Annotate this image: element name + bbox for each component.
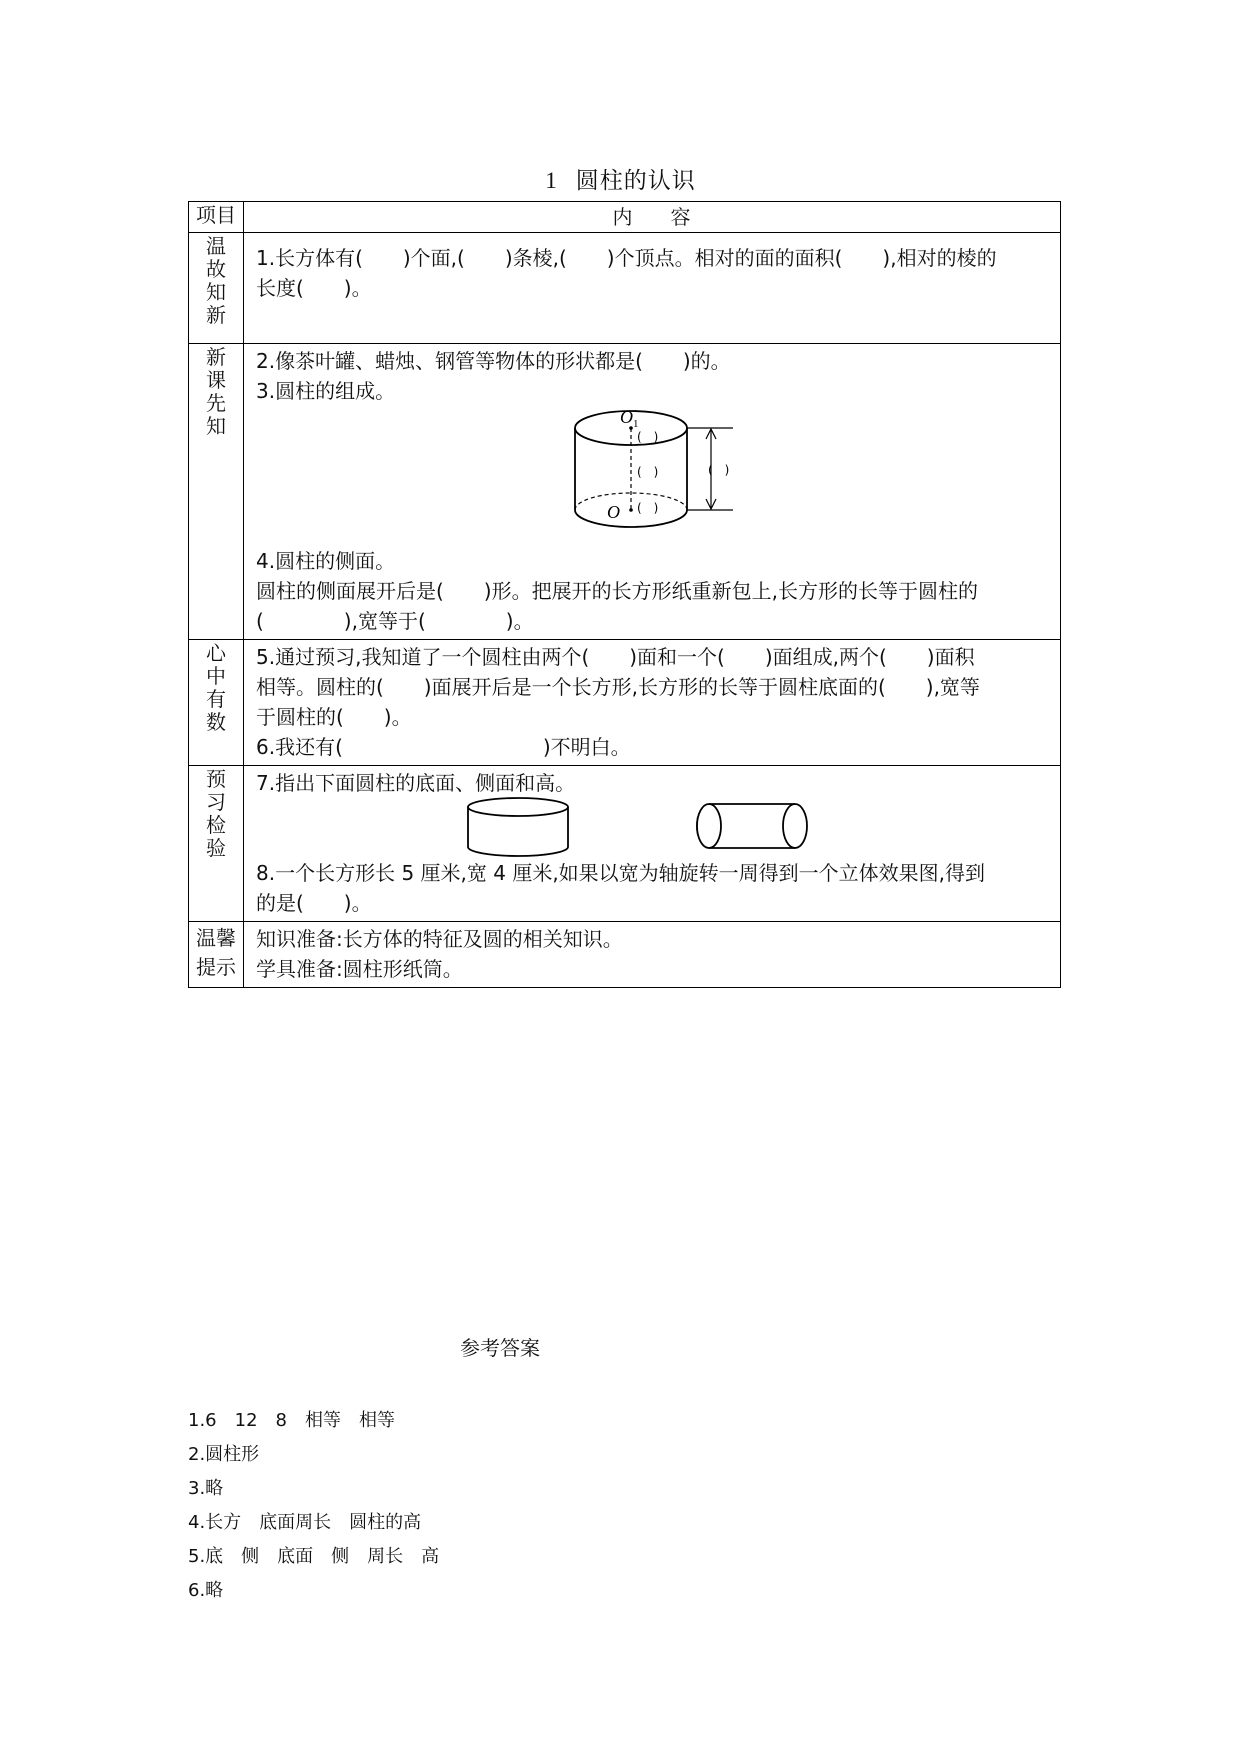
label-char: 习 <box>206 790 226 814</box>
question-5-line-3: 于圆柱的( )。 <box>256 705 412 729</box>
horizontal-cylinder <box>693 800 813 856</box>
tip-tools: 学具准备:圆柱形纸筒。 <box>256 957 463 981</box>
answer-item: 2.圆柱形 <box>188 1444 260 1465</box>
row-review <box>189 233 1061 344</box>
blank-bottom-radius: ( ) <box>637 501 659 515</box>
header-content: 内容 <box>244 202 1061 233</box>
row-label-summary <box>189 640 244 766</box>
question-8-line-1: 8.一个长方形长 5 厘米,宽 4 厘米,如果以宽为轴旋转一周得到一个立体效果图,得到 <box>256 861 986 885</box>
label-char: 知 <box>206 414 226 438</box>
upright-cylinder <box>464 796 574 860</box>
row-check <box>189 766 1061 922</box>
blank-top-radius: ( ) <box>637 430 659 444</box>
answer-title: 参考答案 <box>460 1336 540 1360</box>
tips-label-2: 提示 <box>196 955 236 979</box>
label-char: 课 <box>206 368 226 392</box>
top-center-label: O <box>620 407 633 427</box>
header-label: 项目 <box>189 202 244 233</box>
row-label-new-lesson <box>189 344 244 640</box>
row-summary <box>189 640 1061 766</box>
cylinder-figure <box>571 406 751 546</box>
label-char: 预 <box>206 767 226 791</box>
cylinder-diagram <box>256 406 1050 546</box>
row-content-tips <box>244 922 1061 988</box>
question-6: 6.我还有( )不明白。 <box>256 735 631 759</box>
row-content-summary <box>244 640 1061 766</box>
label-char: 验 <box>206 836 226 860</box>
worksheet-table <box>188 201 1061 988</box>
row-label-review <box>189 233 244 344</box>
bottom-center-label: O <box>607 502 620 522</box>
label-char: 心 <box>206 641 226 665</box>
label-char: 中 <box>206 664 226 688</box>
row-label-check <box>189 766 244 922</box>
tips-label-1: 温馨 <box>196 926 236 950</box>
bottom-center-dot <box>629 508 633 512</box>
answer-item: 5.底 侧 底面 侧 周长 高 <box>188 1546 440 1567</box>
blank-height: ( ) <box>708 463 730 477</box>
page-title <box>0 162 1241 195</box>
label-char: 新 <box>206 345 226 369</box>
question-4-line-1: 圆柱的侧面展开后是( )形。把展开的长方形纸重新包上,长方形的长等于圆柱的 <box>256 579 978 603</box>
label-char: 知 <box>206 280 226 304</box>
row-tips <box>189 922 1061 988</box>
question-5-line-2: 相等。圆柱的( )面展开后是一个长方形,长方形的长等于圆柱底面的( ),宽等 <box>256 675 980 699</box>
cylinders-figure <box>256 798 1050 858</box>
question-3: 3.圆柱的组成。 <box>256 379 396 403</box>
row-content-check <box>244 766 1061 922</box>
row-label-text <box>189 235 243 327</box>
question-1-line-2: 长度( )。 <box>256 276 372 300</box>
question-8-line-2: 的是( )。 <box>256 891 372 915</box>
header-row <box>189 202 1061 233</box>
label-char: 检 <box>206 813 226 837</box>
top-center-subscript: 1 <box>633 418 639 430</box>
question-4-title: 4.圆柱的侧面。 <box>256 549 396 573</box>
label-char: 故 <box>206 257 226 281</box>
answer-item: 4.长方 底面周长 圆柱的高 <box>188 1512 422 1533</box>
blank-side: ( ) <box>637 465 659 479</box>
title-number: 1 <box>545 168 558 193</box>
row-label-text <box>189 346 243 438</box>
question-7: 7.指出下面圆柱的底面、侧面和高。 <box>256 771 576 795</box>
answer-item: 6.略 <box>188 1580 224 1601</box>
row-label-tips <box>189 922 244 988</box>
answer-item: 3.略 <box>188 1478 224 1499</box>
label-char: 温 <box>206 234 226 258</box>
question-1-line-1: 1.长方体有( )个面,( )条棱,( )个顶点。相对的面的面积( ),相对的棱的 <box>256 246 997 270</box>
row-content-new-lesson <box>244 344 1061 640</box>
row-label-text <box>189 768 243 860</box>
label-char: 数 <box>206 710 226 734</box>
label-char: 新 <box>206 303 226 327</box>
row-label-text <box>189 642 243 734</box>
row-new-lesson <box>189 344 1061 640</box>
title-text: 圆柱的认识 <box>575 168 696 194</box>
label-char: 先 <box>206 391 226 415</box>
answer-item: 1.6 12 8 相等 相等 <box>188 1410 395 1431</box>
tip-knowledge: 知识准备:长方体的特征及圆的相关知识。 <box>256 927 623 951</box>
question-4-line-2: ( ),宽等于( )。 <box>256 609 534 633</box>
cylinder-bottom-front-arc <box>575 510 687 527</box>
row-content-review <box>244 233 1061 344</box>
question-2: 2.像茶叶罐、蜡烛、钢管等物体的形状都是( )的。 <box>256 349 731 373</box>
answer-list <box>188 1404 439 1608</box>
label-char: 有 <box>206 687 226 711</box>
question-5-line-1: 5.通过预习,我知道了一个圆柱由两个( )面和一个( )面组成,两个( )面积 <box>256 645 975 669</box>
